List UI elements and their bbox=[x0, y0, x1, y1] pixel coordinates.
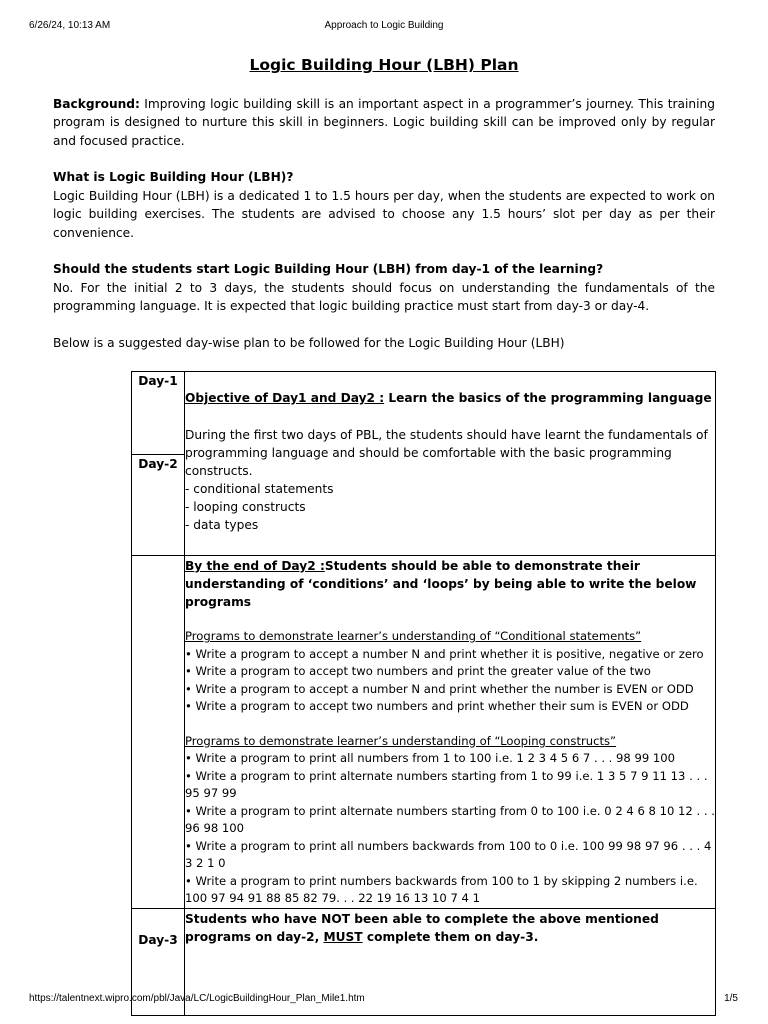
conditional-item: • Write a program to accept a number N and print whether it is positive, negative or zero bbox=[185, 646, 704, 661]
day2-cell bbox=[132, 455, 185, 556]
conditional-item: • Write a program to accept a number N and print whether the number is EVEN or ODD bbox=[185, 681, 694, 696]
objective-heading-rest: Learn the basics of the programming language bbox=[384, 391, 712, 405]
programs-cell bbox=[185, 556, 716, 909]
should-heading-text: Should the students start Logic Building Hour (LBH) from day-1 of the learning? bbox=[53, 262, 604, 276]
what-text: Logic Building Hour (LBH) is a dedicated 1 to 1.5 hours per day, when the students are expected to work on logic building exercises. The students are advised to choose any 1.5 hours’ slot per day as per their convenience. bbox=[53, 188, 715, 240]
print-datetime: 6/26/24, 10:13 AM bbox=[29, 20, 111, 31]
print-page-title: Approach to Logic Building bbox=[324, 20, 444, 31]
end-heading-rest: Students should be able to demonstrate their understanding of ‘conditions’ and ‘loops’ by being able to write the below programs bbox=[185, 559, 697, 609]
objective-heading bbox=[185, 389, 715, 407]
objective-item: - data types bbox=[185, 518, 259, 532]
table-row bbox=[132, 372, 716, 455]
objective-text: During the first two days of PBL, the students should have learnt the fundamentals of programming language and should be comfortable with the basic programming constructs. bbox=[185, 428, 708, 478]
page-number: 1/5 bbox=[724, 993, 738, 1004]
should-text: No. For the initial 2 to 3 days, the students should focus on understanding the fundamentals of the programming language. It is expected that logic building practice must start from day-3 or day-4. bbox=[53, 280, 715, 313]
page-url-link[interactable]: https://talentnext.wipro.com/pbl/Java/LC/LogicBuildingHour_Plan_Mile1.htm bbox=[29, 993, 365, 1004]
what-heading bbox=[53, 168, 715, 187]
looping-item: • Write a program to print alternate numbers starting from 0 to 100 i.e. 0 2 4 6 8 10 12 . . . 96 98 100 bbox=[185, 803, 715, 835]
day1-cell bbox=[132, 372, 185, 455]
objective-item: - conditional statements bbox=[185, 482, 334, 496]
day3-text-b: complete them on day-3. bbox=[362, 929, 539, 944]
below-text: Below is a suggested day-wise plan to be followed for the Logic Building Hour (LBH) bbox=[53, 335, 565, 350]
document-title: Logic Building Hour (LBH) Plan bbox=[249, 56, 519, 74]
background-text: Improving logic building skill is an important aspect in a programmer’s journey. This training program is designed to nurture this skill in beginners. Logic building skill can be improved only by regular and focused practice. bbox=[53, 96, 715, 148]
background-label: Background: bbox=[53, 96, 140, 111]
end-of-day2-heading bbox=[185, 557, 715, 611]
day3-must: MUST bbox=[323, 929, 363, 944]
day3-label: Day-3 bbox=[138, 932, 178, 947]
objective-heading-underlined: Objective of Day1 and Day2 : bbox=[185, 391, 385, 405]
conditional-item: • Write a program to accept two numbers and print whether their sum is EVEN or ODD bbox=[185, 699, 689, 713]
conditional-item: • Write a program to accept two numbers and print the greater value of the two bbox=[185, 664, 651, 678]
looping-item: • Write a program to print alternate numbers starting from 1 to 99 i.e. 1 3 5 7 9 11 13 . . . 95 97 99 bbox=[185, 768, 708, 800]
what-heading-text: What is Logic Building Hour (LBH)? bbox=[53, 170, 294, 184]
looping-item: • Write a program to print all numbers from 1 to 100 i.e. 1 2 3 4 5 6 7 . . . 98 99 100 bbox=[185, 751, 676, 765]
day2-programs-day-cell bbox=[132, 556, 185, 909]
should-heading bbox=[53, 260, 715, 279]
day3-text-a: Students who have NOT been able to complete the above mentioned programs on day-2, bbox=[185, 911, 659, 944]
objective-item: - looping constructs bbox=[185, 500, 306, 514]
document-body bbox=[53, 56, 715, 352]
day3-text bbox=[185, 910, 715, 946]
day2-label: Day-2 bbox=[138, 457, 178, 471]
looping-item: • Write a program to print all numbers backwards from 100 to 0 i.e. 100 99 98 97 96 . . . 4 3 2 1 0 bbox=[185, 838, 712, 870]
looping-item: • Write a program to print numbers backwards from 100 to 1 by skipping 2 numbers i.e. 100 97 94 91 88 85 82 79. . . 22 19 16 13 10 7 4 1 bbox=[185, 873, 698, 905]
table-row bbox=[132, 556, 716, 909]
looping-heading: Programs to demonstrate learner’s understanding of “Looping constructs” bbox=[185, 733, 617, 748]
conditional-heading: Programs to demonstrate learner’s understanding of “Conditional statements” bbox=[185, 629, 642, 643]
day1-label: Day-1 bbox=[138, 374, 178, 388]
end-heading-underlined: By the end of Day2 : bbox=[185, 559, 325, 573]
objective-cell bbox=[185, 372, 716, 556]
background-paragraph bbox=[53, 95, 715, 151]
day-plan-table bbox=[131, 371, 716, 1016]
